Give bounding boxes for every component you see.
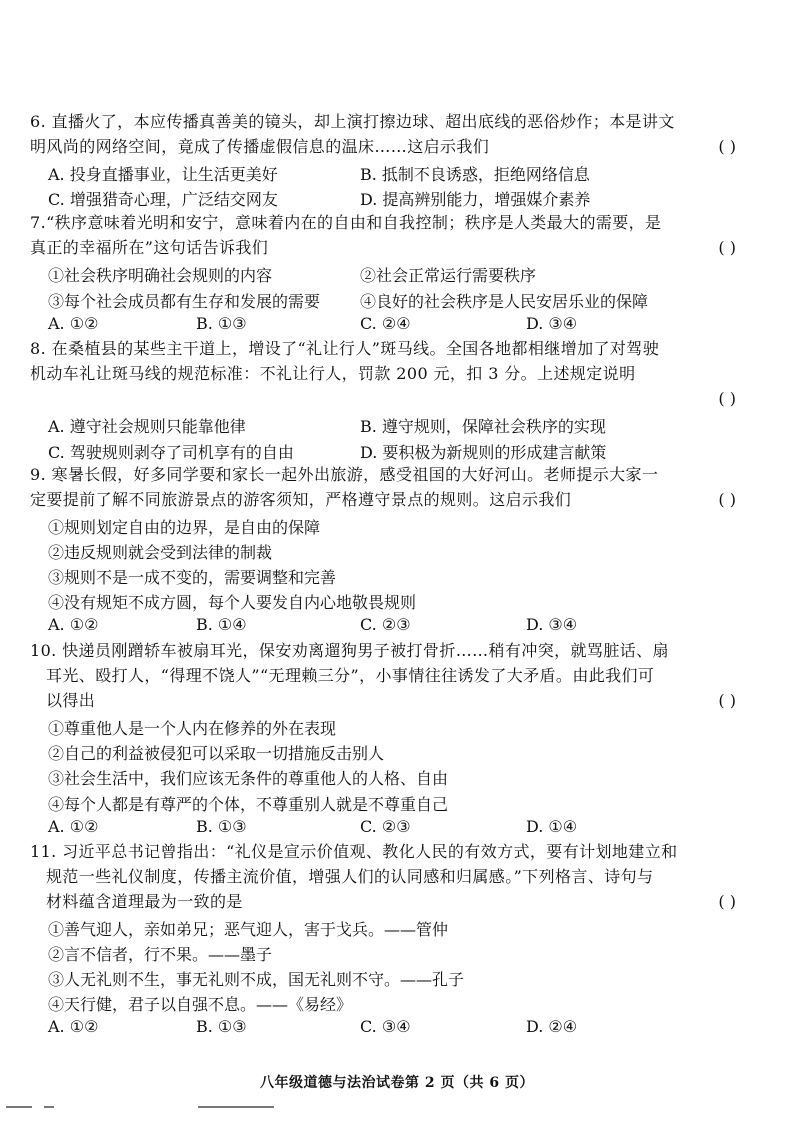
q9-answer-paren: ( )	[718, 490, 736, 509]
q9-option-a: A. ①②	[48, 615, 99, 634]
scan-mark-left	[6, 1106, 32, 1108]
q8-stem-line2: 机动车礼让斑马线的规范标准：不礼让行人，罚款 200 元，扣 3 分。上述规定说明	[30, 364, 636, 383]
q11-option-b: B. ①③	[196, 1017, 247, 1036]
q6-option-a: A. 投身直播事业，让生活更美好	[48, 165, 278, 184]
q11-option-d: D. ②④	[526, 1017, 578, 1036]
q7-item-4: ④良好的社会秩序是人民安居乐业的保障	[360, 292, 649, 311]
q10-item-1: ①尊重他人是一个人内在修养的外在表现	[48, 719, 337, 738]
q10-stem-line1: 10. 快递员刚蹭轿车被扇耳光，保安劝离遛狗男子被打骨折……稍有冲突，就骂脏话、扇	[30, 641, 669, 660]
q6-stem-line2: 明风尚的网络空间，竟成了传播虚假信息的温床……这启示我们	[30, 137, 490, 156]
q9-item-2: ②违反规则就会受到法律的制裁	[48, 543, 273, 562]
q6-option-d: D. 提高辨别能力，增强媒介素养	[360, 190, 591, 209]
q9-option-c: C. ②③	[360, 615, 411, 634]
q8-option-c: C. 驾驶规则剥夺了司机享有的自由	[48, 443, 294, 462]
q10-option-b: B. ①③	[196, 817, 247, 836]
q6-option-c: C. 增强猎奇心理，广泛结交网友	[48, 190, 278, 209]
page-footer: 八年级道德与法治试卷第 2 页（共 6 页）	[260, 1075, 534, 1091]
q10-item-4: ④每个人都是有尊严的个体，不尊重别人就是不尊重自己	[48, 795, 449, 814]
q11-stem-line1: 11. 习近平总书记曾指出：“礼仪是宣示价值观、教化人民的有效方式，要有计划地建立和	[30, 842, 678, 861]
q7-option-b: B. ①③	[196, 314, 247, 333]
q11-stem-line3: 材料蕴含道理最为一致的是	[46, 892, 243, 911]
q8-option-a: A. 遵守社会规则只能靠他律	[48, 417, 246, 436]
q7-item-3: ③每个社会成员都有生存和发展的需要	[48, 292, 321, 311]
q11-stem-line2: 规范一些礼仪制度，传播主流价值，增强人们的认同感和归属感。”下列格言、诗句与	[46, 867, 654, 886]
q7-option-a: A. ①②	[48, 314, 99, 333]
q10-option-c: C. ②③	[360, 817, 411, 836]
q10-option-a: A. ①②	[48, 817, 99, 836]
q7-answer-paren: ( )	[718, 238, 736, 257]
q7-stem-line2: 真正的幸福所在”这句话告诉我们	[30, 238, 269, 257]
q11-option-a: A. ①②	[48, 1017, 99, 1036]
q9-option-d: D. ③④	[526, 615, 578, 634]
q8-option-d: D. 要积极为新规则的形成建言献策	[360, 443, 607, 462]
q9-option-b: B. ①④	[196, 615, 247, 634]
q9-item-1: ①规则划定自由的边界，是自由的保障	[48, 518, 321, 537]
q7-stem-line1: 7.“秩序意味着光明和安宁，意味着内在的自由和自我控制；秩序是人类最大的需要，是	[30, 213, 662, 232]
q8-answer-paren: ( )	[718, 389, 736, 408]
q10-item-3: ③社会生活中，我们应该无条件的尊重他人的人格、自由	[48, 769, 449, 788]
q11-item-3: ③人无礼则不生，事无礼则不成，国无礼则不守。——孔子	[48, 970, 465, 989]
q7-item-2: ②社会正常运行需要秩序	[360, 266, 537, 285]
q8-option-b: B. 遵守规则，保障社会秩序的实现	[360, 417, 606, 436]
q10-stem-line2: 耳光、殴打人，“得理不饶人”“无理赖三分”，小事情往往诱发了大矛盾。由此我们可	[46, 666, 655, 685]
q9-item-3: ③规则不是一成不变的，需要调整和完善	[48, 568, 337, 587]
q7-option-d: D. ③④	[526, 314, 578, 333]
q11-option-c: C. ③④	[360, 1017, 411, 1036]
q10-answer-paren: ( )	[718, 691, 736, 710]
q11-item-4: ④天行健，君子以自强不息。——《易经》	[48, 995, 353, 1014]
q6-stem-line1: 6. 直播火了，本应传播真善美的镜头，却上演打擦边球、超出底线的恶俗炒作；本是讲文	[30, 112, 675, 131]
q6-option-b: B. 抵制不良诱惑，拒绝网络信息	[360, 165, 590, 184]
q9-stem-line2: 定要提前了解不同旅游景点的游客须知，严格遵守景点的规则。这启示我们	[30, 490, 572, 509]
q11-item-2: ②言不信者，行不果。——墨子	[48, 945, 273, 964]
q6-answer-paren: ( )	[718, 137, 736, 156]
q7-item-1: ①社会秩序明确社会规则的内容	[48, 266, 273, 285]
q7-option-c: C. ②④	[360, 314, 411, 333]
q8-stem-line1: 8. 在桑植县的某些主干道上，增设了“礼让行人”斑马线。全国各地都相继增加了对驾驶	[30, 339, 660, 358]
scan-mark-left-small	[44, 1106, 54, 1108]
q9-stem-line1: 9. 寒暑长假，好多同学要和家长一起外出旅游，感受祖国的大好河山。老师提示大家一	[30, 465, 659, 484]
scan-mark-center	[198, 1106, 274, 1108]
q9-item-4: ④没有规矩不成方圆，每个人要发自内心地敬畏规则	[48, 593, 417, 612]
q10-option-d: D. ①④	[526, 817, 578, 836]
q10-item-2: ②自己的利益被侵犯可以采取一切措施反击别人	[48, 744, 385, 763]
q11-answer-paren: ( )	[718, 892, 736, 911]
q11-item-1: ①善气迎人，亲如弟兄；恶气迎人，害于戈兵。——管仲	[48, 920, 449, 939]
q10-stem-line3: 以得出	[46, 691, 96, 710]
